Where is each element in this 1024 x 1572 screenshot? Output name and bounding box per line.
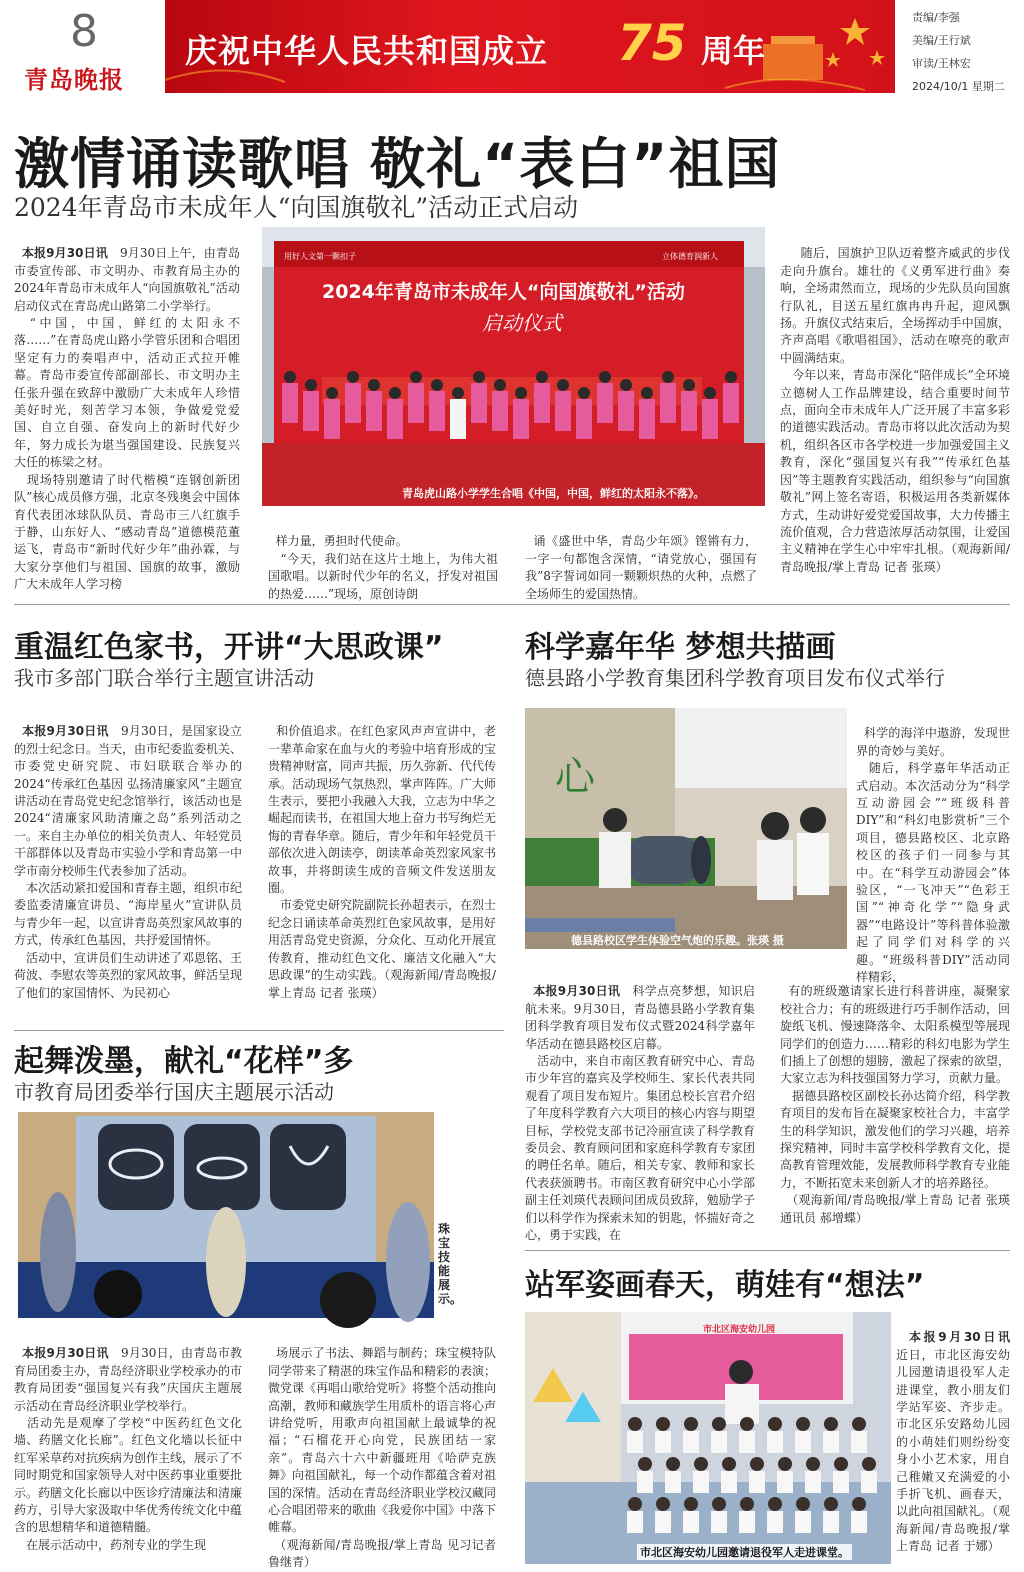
air-cannon-image bbox=[525, 708, 847, 949]
article5-column-1 bbox=[896, 1312, 1022, 1564]
article1-text-3: 诵《盛世中华，青岛少年颂》铿锵有力，一字一句都饱含深情，“请党放心，强国有我”8字誓词如同一颗颗炽热的火种，点燃了全场师生的爱国热情。 bbox=[525, 534, 757, 601]
credit-designer: 美编/王行斌 bbox=[912, 34, 971, 47]
banner-text: 庆祝中华人民共和国成立 bbox=[185, 32, 549, 70]
article3-photo bbox=[18, 1112, 434, 1318]
article3-lead: 本报9月30日讯 bbox=[22, 1346, 109, 1361]
article1-column-2 bbox=[268, 516, 498, 601]
photo-left-tag: 用好人文第一颗扣子 bbox=[284, 252, 356, 261]
banner-suffix: 周年 bbox=[701, 32, 766, 70]
article5-photo-screen-title: 市北区海安幼儿园 bbox=[703, 1325, 776, 1335]
article1-text-4: 随后，国旗护卫队迈着整齐威武的步伐走向升旗台。雄壮的《义勇军进行曲》奏响，全场肃然而立，现场的少先队员向国旗行队礼，目送五星红旗冉冉升起，迎风飘扬。升旗仪式结束后，全场挥动手中国旗，齐声高唱《歌唱祖国》，活动在嘹亮的歌声中圆满结束。 今年以来，青岛市深化“陪伴成长”全环境立德树人工作品牌建设，结合重要时间节点，面向全市未成年人广泛开展了丰富多彩的道德实践活动。青岛市将以此次活动为契机，组织各区市各学校进一步加强爱国主义教育，深化“强国复兴有我”“传承红色基因”等主题教育实践活动，组织参与“向国旗敬礼”网上签名寄语，积极运用各类新媒体方式，生动讲好爱党爱国故事，大力传播主流价值观，合力营造浓厚活动氛围，让爱国主义精神在学生心中牢牢扎根。（观海新闻/青岛晚报/掌上青岛 记者 张瑛） bbox=[780, 246, 1010, 574]
article4-title: 科学嘉年华 梦想共描画 bbox=[525, 630, 836, 665]
svg-text:心: 心 bbox=[555, 754, 595, 800]
divider-1 bbox=[14, 604, 1010, 605]
article1-photo bbox=[262, 227, 765, 506]
article4-photo bbox=[525, 708, 847, 949]
article4-column-1 bbox=[525, 966, 755, 1242]
article3-column-2 bbox=[268, 1328, 497, 1570]
anniversary-banner bbox=[165, 0, 895, 93]
article3-text-2: 场展示了书法、舞蹈与制药；珠宝模特队同学带来了精湛的珠宝作品和精彩的表演；微党课《再唱山歌给党听》将整个活动推向高潮，教师和藏族学生用质朴的语言将心声讲给党听，用歌声向祖国献上最诚挚的祝福；“石榴花开心向党，民族团结一家亲”。青岛六十六中新疆班用《哈萨克族舞》向祖国献礼，每一个动作都蕴含着对祖国的深情。活动在青岛经济职业学校汉藏同心合唱团带来的歌曲《我爱你中国》中落下帷幕。 （观海新闻/青岛晚报/掌上青岛 见习记者 鲁继青） bbox=[268, 1346, 497, 1570]
photo-banner-title: 2024年青岛市未成年人“向国旗敬礼”活动 bbox=[322, 281, 685, 303]
article3-text-1: 9月30日，由青岛市教育局团委主办，青岛经济职业学校承办的市教育局团委“强国复兴有我”庆国庆主题展示活动在青岛经济职业学校举行。 活动先是观摩了学校“中医药红色文化墙、药膳文化长廊”。红色文化墙以长征中红军采草药对抗疾病为创作主线，展示了不同时期党和国家领导人对中医药事业重要批示。药膳文化长廊以中医诊疗清廉法和清廉药方，引导大家汲取中华优秀传统文化中蕴含的思想精华和道德精髓。 在展示活动中，药剂专业的学生现 bbox=[14, 1346, 243, 1552]
article1-photo-caption: 青岛虎山路小学学生合唱《中国，中国，鲜红的太阳永不落》。 bbox=[402, 487, 705, 500]
paper-logo: 青岛晚报 bbox=[24, 65, 124, 94]
article4-text-side: 科学的海洋中遨游，发现世界的奇妙与美好。 随后，科学嘉年华活动正式启动。本次活动分为“科学互动游园会”“班级科普DIY”和“科幻电影赏析”三个项目，德县路校区、北京路校区的孩子们一同参与其中。在“科学互动游园会”体验区，“一飞冲天”“色彩王国”“神奇化学”“隐身武器”“电路设计”等科普体验激起了同学们对科学的兴趣。“班级科普DIY”活动同样精彩， bbox=[856, 726, 1010, 985]
article1-lead: 本报9月30日讯 bbox=[21, 246, 108, 261]
article1-text-2: 样力量，勇担时代使命。 “今天，我们站在这片土地上，为伟大祖国歌唱。以新时代少年的名义，抒发对祖国的热爱……”现场，原创诗朗 bbox=[268, 534, 498, 601]
issue-date: 2024/10/1 星期二 bbox=[912, 80, 1005, 93]
credits bbox=[912, 6, 1005, 98]
credit-reviewer: 审读/王林宏 bbox=[912, 57, 971, 70]
divider-2 bbox=[14, 1030, 504, 1031]
article2-title: 重温红色家书，开讲“大思政课” bbox=[14, 630, 444, 665]
article4-column-2 bbox=[780, 966, 1010, 1242]
article4-photo-caption: 德县路校区学生体验空气炮的乐趣。张瑛 摄 bbox=[571, 934, 784, 947]
choir-stage-image bbox=[262, 227, 765, 506]
article1-subtitle: 2024年青岛市未成年人“向国旗敬礼”活动正式启动 bbox=[14, 193, 579, 222]
article3-column-1 bbox=[14, 1328, 242, 1566]
photo-banner-script: 启动仪式 bbox=[482, 311, 562, 335]
article2-column-1 bbox=[14, 706, 242, 1020]
article5-text-1: 近日，市北区海安幼儿园邀请退役军人走进课堂，教小朋友们学站军姿、齐步走。市北区乐安路幼儿园的小萌娃们则纷纷变身小小艺术家，用自己稚嫩又充满爱的小手折飞机、画春天，以此向祖国献礼。（观海新闻/青岛晚报/掌上青岛 记者 于娜） bbox=[896, 1330, 1022, 1554]
article4-text-2: 有的班级邀请家长进行科普讲座，凝聚家校社合力；有的班级进行巧手制作活动，回旋纸飞机、慢速降落伞、太阳系模型等展现同学们的创造力……精彩的科幻电影为学生们插上了创想的翅膀，激起了探索的欲望，大家立志为科技强国努力学习，贡献力量。 据德县路校区副校长孙达简介绍，科学教育项目的发布旨在凝聚家校社合力，丰富学生的科学知识，激发他们的学习兴趣，培养探究精神，同时丰富学校科学教育文化，提高教育管理效能，发展教师科学教育专业能力，不断拓宽未来创新人才的培养路径。 （观海新闻/青岛晚报/掌上青岛 记者 张瑛 通讯员 郝增蝶） bbox=[780, 984, 1010, 1225]
article5-lead: 本报9月30日讯 bbox=[908, 1330, 1010, 1345]
article1-column-3 bbox=[525, 516, 757, 601]
article4-subtitle: 德县路小学教育集团科学教育项目发布仪式举行 bbox=[525, 666, 945, 690]
article2-column-2 bbox=[268, 706, 496, 1020]
article4-text-1: 科学点亮梦想，知识启航未来。9月30日，青岛德县路小学教育集团科学教育项目发布仪式暨2024科学嘉年华活动在德县路校区启幕。 活动中，来自市南区教育研究中心、青岛市少年宫的嘉宾及学校师生、家长代表共同观看了项目发布短片。集团总校长宫君介绍了年度科学教育六大项目的核心内容与期望目标，学校党支部书记冷丽宣读了科学教育委员会、教育顾问团和家庭科学教育专家团的聘任名单。随后，相关专家、教师和家长代表获颁聘书。市南区教育研究中心小学部副主任刘瑛代表顾问团成员致辞，勉励学子们以科学作为探索未知的钥匙，怀揣好奇之心，勇于实践，在 bbox=[525, 984, 755, 1243]
article2-subtitle: 我市多部门联合举行主题宣讲活动 bbox=[14, 666, 314, 690]
article3-title: 起舞泼墨，献礼“花样”多 bbox=[14, 1044, 354, 1079]
article4-lead: 本报9月30日讯 bbox=[533, 984, 621, 999]
divider-3 bbox=[525, 1250, 1010, 1251]
article3-subtitle: 市教育局团委举行国庆主题展示活动 bbox=[14, 1080, 334, 1104]
article2-text-2: 和价值追求。在红色家风声声宣讲中，老一辈革命家在血与火的考验中培育形成的宝贵精神财富，同声共振，历久弥新、代代传承。活动现场气氛热烈，掌声阵阵。广大师生表示，要把小我融入大我，立志为中华之崛起而读书，在祖国大地上奋力书写绚烂无悔的青春华章。随后，青少年和年轻党员干部依次进入朗读亭，朗读革命英烈家风家书故事，并将朗读生成的音频文件发送朋友圈。 市委党史研究院副院长孙超表示，在烈士纪念日诵读革命英烈红色家风故事，是用好用活青岛党史资源，分众化、互动化开展宣传教育，推动红色文化、廉洁文化融入“大思政课”的生动实践。（观海新闻/青岛晚报/掌上青岛 记者 张瑛） bbox=[268, 724, 497, 1000]
photo-right-tag: 立体德育润新人 bbox=[662, 252, 718, 261]
masthead bbox=[0, 0, 1024, 102]
page-number: 8 bbox=[70, 6, 98, 57]
article3-photo-caption: 珠宝技能展示。 bbox=[438, 1222, 463, 1306]
article5-photo-caption: 市北区海安幼儿园邀请退役军人走进课堂。 bbox=[637, 1544, 852, 1560]
kindergarten-class-image bbox=[525, 1312, 891, 1564]
article2-lead: 本报9月30日讯 bbox=[22, 724, 109, 739]
credit-editor: 责编/李强 bbox=[912, 11, 960, 24]
article1-title: 激情诵读歌唱 敬礼“表白”祖国 bbox=[14, 132, 781, 196]
banner-number: 75 bbox=[617, 14, 687, 72]
article1-text-1: 9月30日上午，由青岛市委宣传部、市文明办、市教育局主办的2024年青岛市未成年人“向国旗敬礼”活动启动仪式在青岛虎山路第二小学举行。 “中国，中国，鲜红的太阳永不落……”在青岛虎山路小学管乐团和合唱团坚定有力的奏唱声中，活动正式拉开帷幕。青岛市委宣传部副部长、市文明办主任张升强在致辞中激励广大未成年人珍惜美好时光，刻苦学习本领，争做爱党爱国、自立自强、奋发向上的新时代好少年，努力成长为堪当强国建设、民族复兴大任的栋梁之材。 现场特别邀请了时代楷模“连钢创新团队”核心成员修方强，北京冬残奥会中国体育代表团冰球队队员、青岛市三八红旗手于静，山东好人、“感动青岛”道德模范董运飞，青岛市“新时代好少年”曲孙霖，与大家分享他们与祖国、国旗的故事，激励广大未成年人学习榜 bbox=[14, 246, 240, 592]
article1-column-4 bbox=[780, 228, 1010, 590]
article1-column-1 bbox=[14, 228, 240, 590]
article4-side-column bbox=[856, 708, 1010, 985]
article5-photo bbox=[525, 1312, 891, 1564]
jewelry-show-image bbox=[18, 1112, 434, 1318]
article2-text-1: 9月30日，是国家设立的烈士纪念日。当天，由市纪委监委机关、市委党史研究院、市妇联联合举办的2024“传承红色基因 弘扬清廉家风”主题宣讲活动在青岛党史纪念馆举行，该活动也是2024“清廉家风助清廉之岛”系列活动之一。来自主办单位的相关负责人、年轻党员干部群体以及青岛市实验小学和青岛第一中学市南分校师生代表参加了活动。 本次活动紧扣爱国和青春主题，组织市纪委监委清廉宣讲员、“海岸星火”宣讲队员与青少年一起，以宣讲青岛英烈家风故事的方式，传承红色基因，共抒爱国情怀。 活动中，宣讲员们生动讲述了邓恩铭、王荷波、李慰农等英烈的家风故事，鲜活呈现了他们的家国情怀、为民初心 bbox=[14, 724, 243, 1000]
article5-title: 站军姿画春天，萌娃有“想法” bbox=[525, 1268, 925, 1303]
